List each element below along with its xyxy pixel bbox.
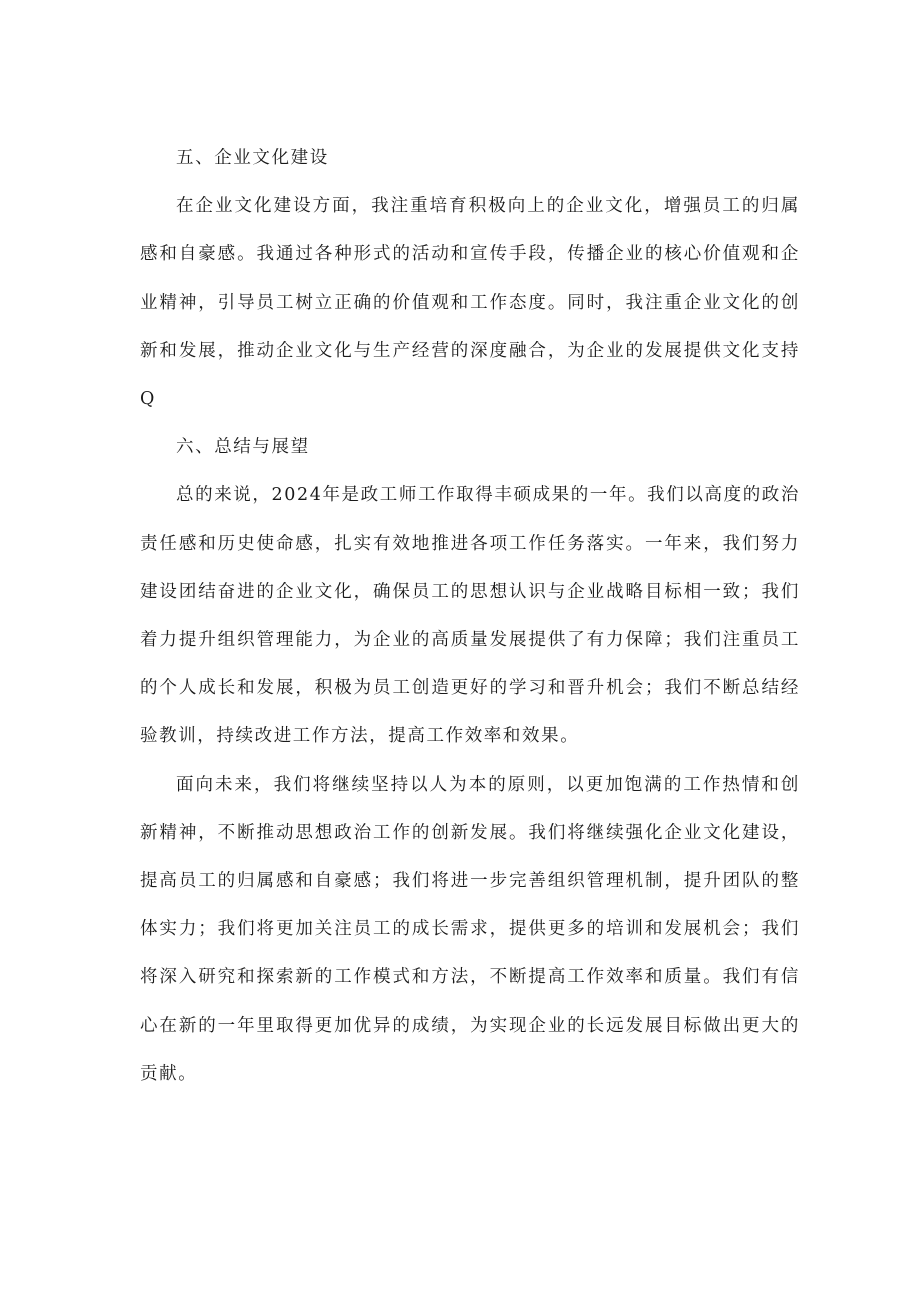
paragraph-summary: 总的来说，2024年是政工师工作取得丰硕成果的一年。我们以高度的政治责任感和历史使命感，扎实有效地推进各项工作任务落实。一年来，我们努力建设团结奋进的企业文化，确保员工的思想认识与企业战略目标相一致；我们着力提升组织管理能力，为企业的高质量发展提供了有力保障；我们注重员工的个人成长和发展，积极为员工创造更好的学习和晋升机会；我们不断总结经验教训，持续改进工作方法，提高工作效率和效果。: [140, 485, 800, 747]
paragraph-corporate-culture: 在企业文化建设方面，我注重培育积极向上的企业文化，增强员工的归属感和自豪感。我通过各种形式的活动和宣传手段，传播企业的核心价值观和企业精神，引导员工树立正确的价值观和工作态度。同时，我注重企业文化的创新和发展，推动企业文化与生产经营的深度融合，为企业的发展提供文化支持Q: [140, 196, 800, 410]
section-heading-summary-outlook: 六、总结与展望: [176, 437, 310, 458]
document-body: [140, 134, 800, 1098]
paragraph-outlook: 面向未来，我们将继续坚持以人为本的原则，以更加饱满的工作热情和创新精神，不断推动思想政治工作的创新发展。我们将继续强化企业文化建设，提高员工的归属感和自豪感；我们将进一步完善组织管理机制，提升团队的整体实力；我们将更加关注员工的成长需求，提供更多的培训和发展机会；我们将深入研究和探索新的工作模式和方法，不断提高工作效率和质量。我们有信心在新的一年里取得更加优异的成绩，为实现企业的长远发展目标做出更大的贡献。: [140, 774, 800, 1084]
section-heading-corporate-culture: 五、企业文化建设: [176, 148, 329, 168]
